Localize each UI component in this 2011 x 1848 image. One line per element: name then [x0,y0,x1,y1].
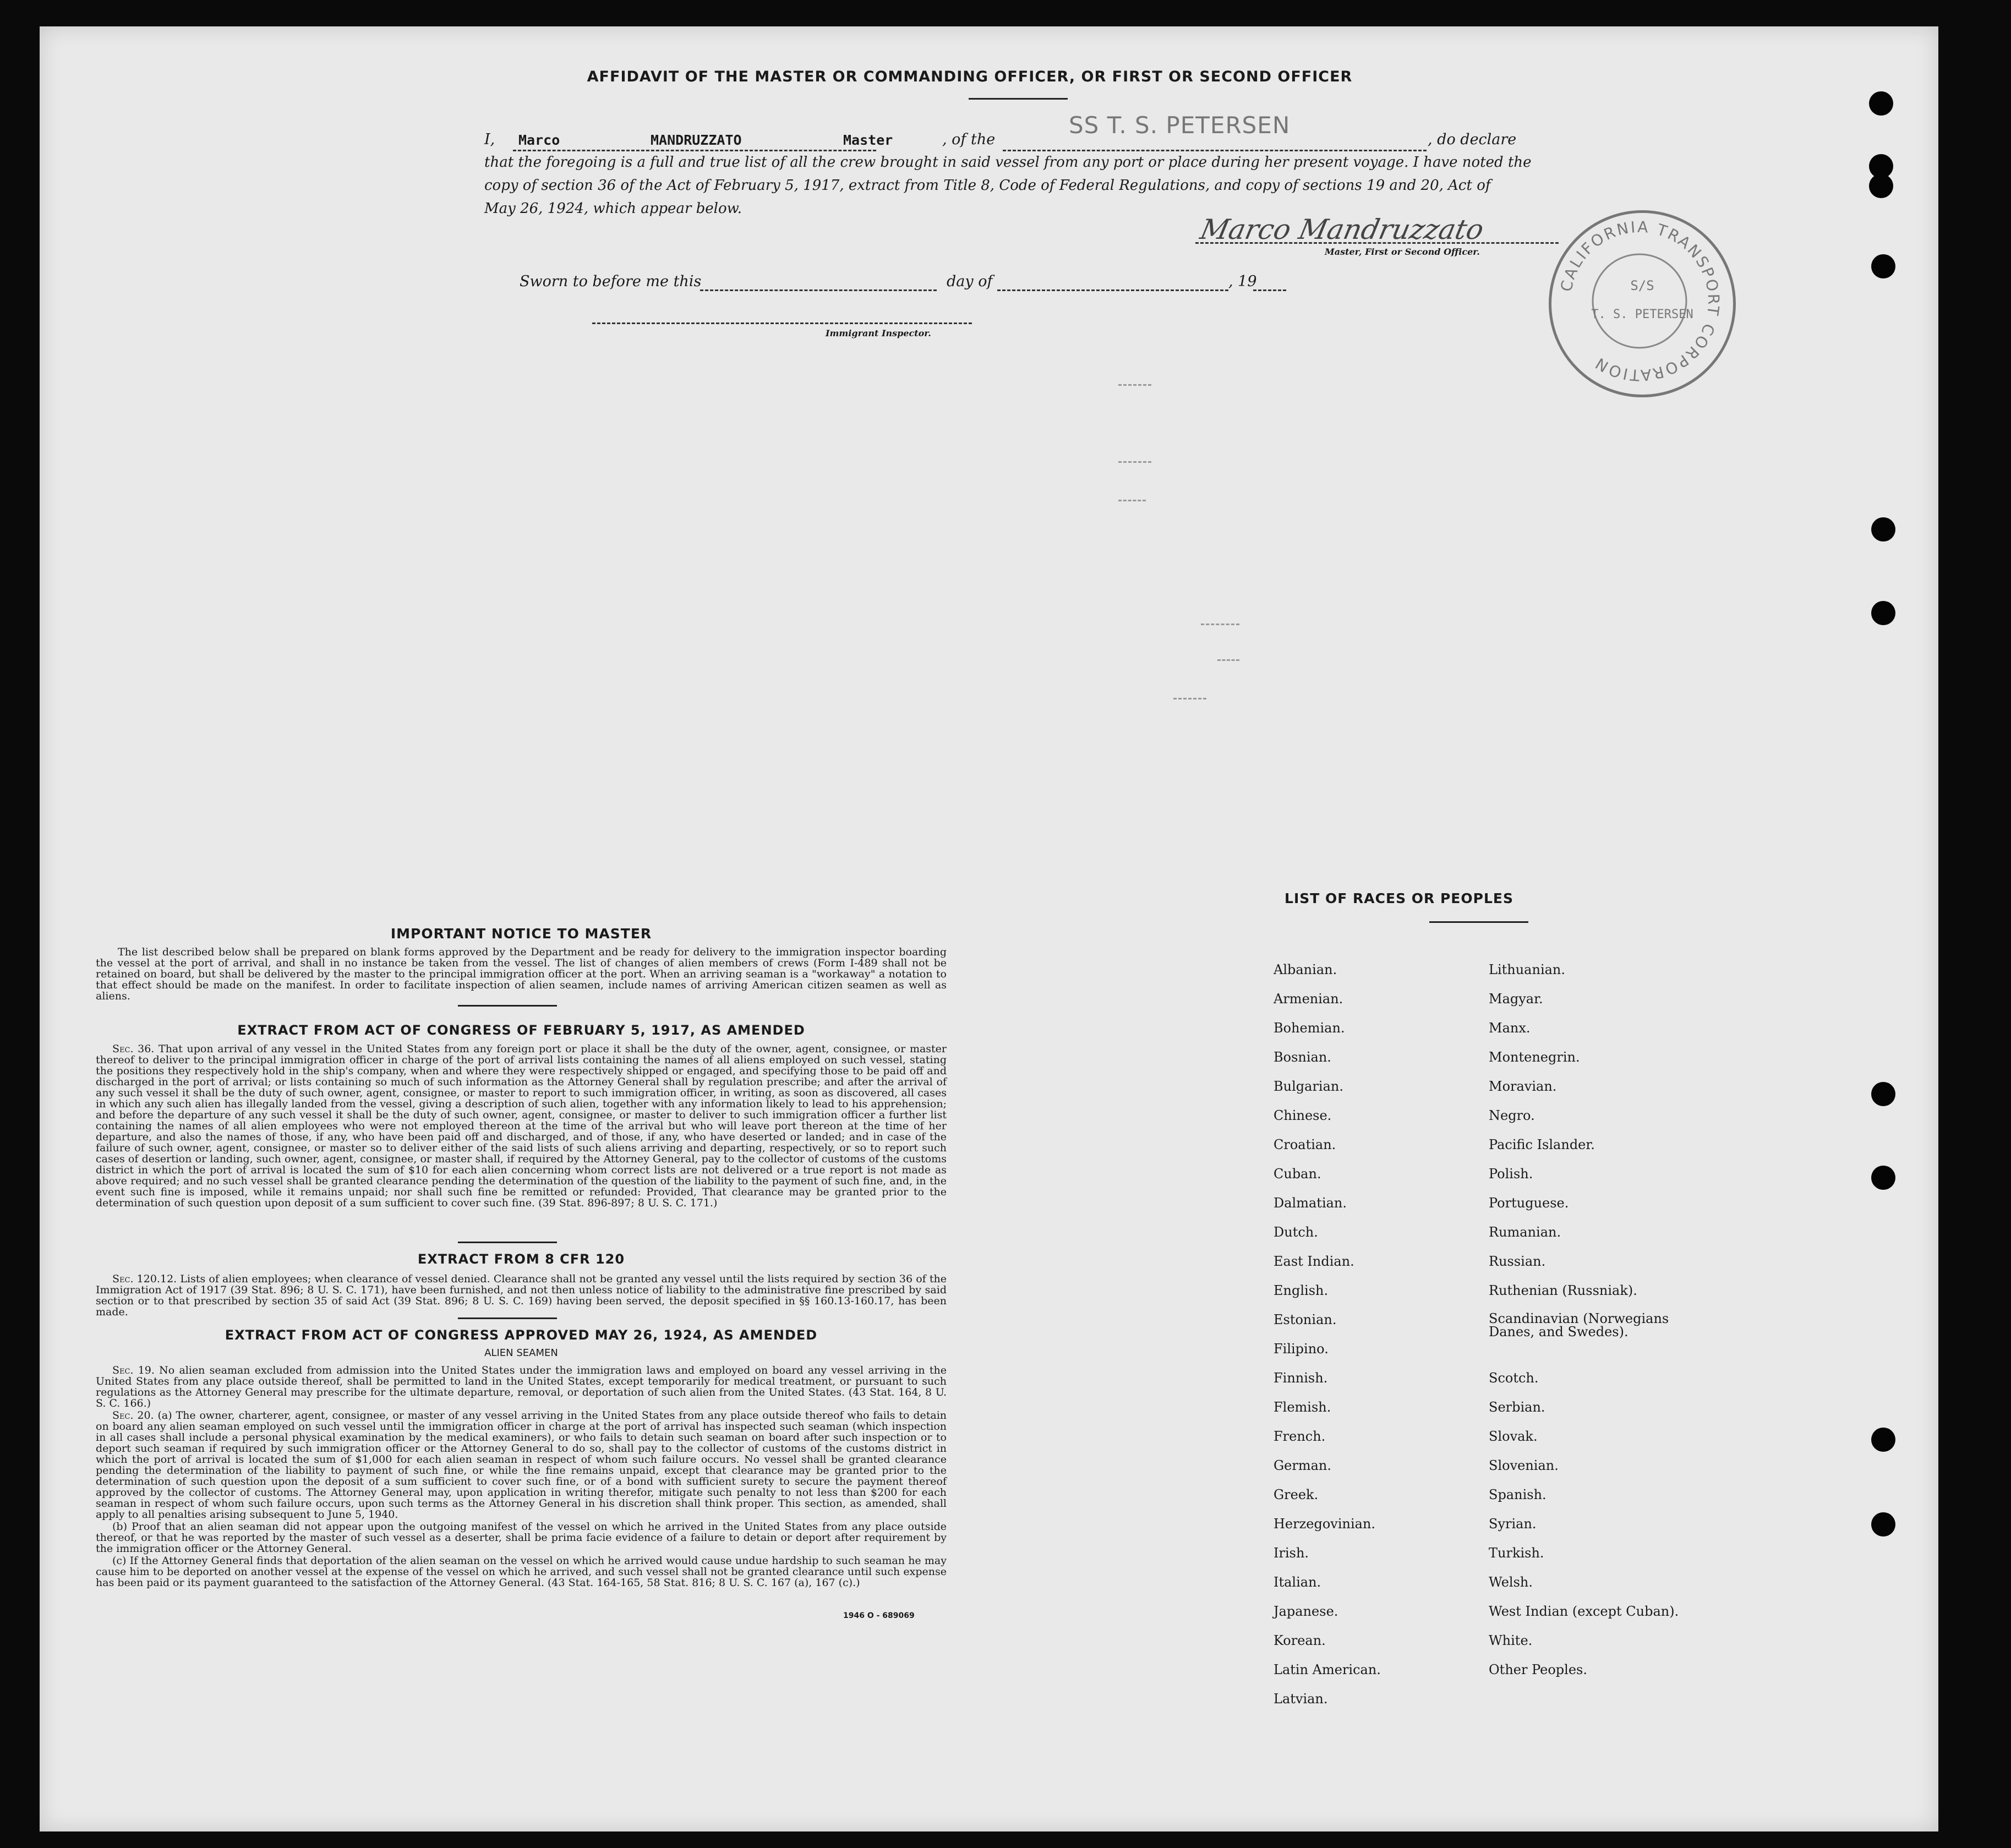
races-divider [1429,921,1528,923]
race-left-item: Greek. [1274,1487,1319,1502]
master-signature: Marco Mandruzzato [1197,214,1487,245]
race-left-item: Filipino. [1274,1341,1329,1357]
faint-mark [1118,461,1151,463]
race-left-item: Latvian. [1274,1691,1328,1707]
master-first-name: Marco [518,132,560,148]
stamp-ring-text: CALIFORNIA TRANSPORT CORPORATION [1557,217,1723,385]
notice-body: The list described below shall be prepared on blank forms approved by the Department and be ready for delivery to the immigration inspector boarding the vessel at the port of arrival, and shall in no instance be taken from the vessel. The list of changes of alien members of crews (Form I-489 shall not be retained on board, but shall be delivered by the master to the principal immigration officer at the port. When an arriving seaman is a "workaway" a notation to that effect should be made on the manifest. In order to facilitate inspection of alien seamen, include names of arriving American citizen seamen as well as aliens. [96,946,947,1002]
extract-cfr-divider [458,1317,557,1319]
race-left-item: Bohemian. [1274,1020,1345,1036]
affidavit-line-2: that the foregoing is a full and true list of all the crew brought in said vessel from any port or place during her present voyage. I have noted the [484,154,1532,171]
print-code: 1946 O - 689069 [843,1611,915,1620]
race-right-item: Ruthenian (Russniak). [1489,1283,1637,1298]
race-right-item: White. [1489,1633,1533,1648]
race-right-item: Scandinavian (Norwegians Danes, and Swedes). [1489,1311,1669,1339]
signature-caption: Master, First or Second Officer. [1325,247,1480,257]
year-dots [1253,289,1286,291]
faint-mark [1118,384,1151,386]
affidavit-lead: I, [484,131,495,148]
extract-1924-title: EXTRACT FROM ACT OF CONGRESS APPROVED MAY 26, 1924, AS AMENDED [225,1327,818,1343]
race-right-item: Slovenian. [1489,1458,1559,1473]
extract-cfr-title: EXTRACT FROM 8 CFR 120 [417,1251,625,1267]
race-left-item: Albanian. [1274,962,1337,977]
race-left-item: Bosnian. [1274,1049,1331,1065]
race-left-item: German. [1274,1458,1331,1473]
inspector-dots [592,322,972,324]
race-left-item: East Indian. [1274,1254,1354,1269]
race-left-item: English. [1274,1283,1329,1298]
race-left-item: Latin American. [1274,1662,1381,1677]
sec-120-label: Sec. 120.12. [112,1273,177,1285]
race-left-item: Italian. [1274,1574,1321,1590]
stamp-line-1: S/S [1630,278,1654,293]
race-left-item: Armenian. [1274,991,1343,1007]
sec-20a-text: (a) The owner, charterer, agent, consignee, or master of any vessel arriving in the United States from any place outside thereof who fails to detain on board any alien seaman employed on such vessel until the immigration officer in charge at the port of arrival has inspected such seaman (which inspection in all cases shall include a personal physical examination by the medical examiners), or who fails to detain such seaman on board after such inspection or to deport such seaman if required by such immigration officer or the Attorney General to do so, shall pay to the collector of customs of the customs district in which the port of arrival is located the sum of $1,000 for each alien seaman in respect of whom such failure occurs. No vessel shall be granted clearance pending the determination of the liability to payment of such fine, or while the fine remains unpaid, except that clearance may be granted prior to the determination of such question upon the deposit of a sum sufficient to cover such fine, or of a bond with sufficient surety to secure the payment thereof approved by the collector of customs. The Attorney General may, upon application in writing therefor, mitigate such penalty to not less than $200 for each seaman in respect of whom such failure occurs, upon such terms as the Attorney General in his discretion shall think proper. This section, as amended, shall apply to all penalties arising subsequent to June 5, 1940. [96,1409,947,1521]
binder-hole [1871,1166,1895,1190]
race-right-item: Syrian. [1489,1516,1537,1532]
document-page [40,26,1938,1831]
sec-20c-text: (c) If the Attorney General finds that deportation of the alien seaman on the vessel on which he arrived would cause undue hardship to such seaman he may cause him to be deported on another vessel at the expense of the vessel on which he arrived, and such vessel shall not be granted clearance until such expense has been paid or its payment guaranteed to the satisfaction of the Attorney General. (43 Stat. 164-165, 58 Stat. 816; 8 U. S. C. 167 (a), 167 (c).) [96,1555,947,1589]
binder-hole [1871,601,1895,625]
notice-title: IMPORTANT NOTICE TO MASTER [390,926,652,942]
race-right-item: Welsh. [1489,1574,1533,1590]
race-right-item: Lithuanian. [1489,962,1566,977]
faint-mark [1217,659,1239,661]
binder-hole [1871,1428,1895,1452]
page-title: AFFIDAVIT OF THE MASTER OR COMMANDING OFFICER, OR FIRST OR SECOND OFFICER [587,68,1353,85]
name-dots [513,150,876,151]
binder-hole [1871,1512,1895,1537]
svg-text:CALIFORNIA TRANSPORT CORPORATI [1557,218,1723,385]
race-left-item: Herzegovinian. [1274,1516,1376,1532]
binder-hole [1871,517,1895,542]
stamp-line-2: T. S. PETERSEN [1591,308,1693,321]
race-right-item: Scotch. [1489,1370,1539,1386]
race-left-item: Finnish. [1274,1370,1328,1386]
race-right-item: Rumanian. [1489,1224,1561,1240]
signature-dots [1195,242,1559,244]
race-right-item: Manx. [1489,1020,1531,1036]
extract-1924-body [96,1365,947,1589]
race-right-item: Polish. [1489,1166,1533,1182]
do-declare-label: , do declare [1428,131,1517,148]
race-right-item: Moravian. [1489,1079,1557,1094]
sworn-dots [700,289,937,291]
race-right-item: Montenegrin. [1489,1049,1580,1065]
races-title: LIST OF RACES OR PEOPLES [1285,890,1513,906]
race-right-item: Spanish. [1489,1487,1546,1502]
extract-1917-divider [458,1242,557,1243]
race-right-item: Pacific Islander. [1489,1137,1595,1152]
extract-1917-body [96,1043,947,1210]
extract-1917-title: EXTRACT FROM ACT OF CONGRESS OF FEBRUARY 5, 1917, AS AMENDED [237,1023,805,1038]
race-right-item: West Indian (except Cuban). [1489,1604,1679,1619]
race-right-item: Turkish. [1489,1545,1544,1561]
faint-mark [1201,624,1239,625]
stamp-ring-icon [1549,210,1730,392]
faint-mark [1118,500,1146,501]
of-the-label: , of the [942,131,996,148]
race-left-item: Cuban. [1274,1166,1321,1182]
race-left-item: Flemish. [1274,1399,1331,1415]
inspector-caption: Immigrant Inspector. [826,328,931,338]
race-left-item: Croatian. [1274,1137,1336,1152]
sec-120-text: Lists of alien employees; when clearance of vessel denied. Clearance shall not be granted any vessel until the lists required by section 36 of the Immigration Act of 1917 (39 Stat. 896; 8 U. S. C. 171), have been furnished, and not then unless notice of liability to the administrative fine prescribed by said section or to that prescribed by section 35 of said Act (39 Stat. 896; 8 U. S. C. 169) having been served, the deposit specified in §§ 160.13-160.17, has been made. [96,1273,947,1318]
race-right-item: Negro. [1489,1108,1535,1123]
affidavit-line-3: copy of section 36 of the Act of February 5, 1917, extract from Title 8, Code of Federal Regulations, and copy of sections 19 and 20, Act of [484,177,1491,194]
sec-36-label: Sec. 36. [112,1043,155,1055]
race-left-item: Estonian. [1274,1312,1337,1327]
race-right-item: Other Peoples. [1489,1662,1587,1677]
sworn-label: Sworn to before me this [520,273,702,290]
sec-20-label: Sec. 20. [112,1409,154,1421]
master-rank: Master [843,132,893,148]
binder-hole [1869,91,1893,116]
race-left-item: Bulgarian. [1274,1079,1343,1094]
notice-divider [458,1005,557,1007]
race-right-item: Portuguese. [1489,1195,1569,1211]
faint-mark [1173,698,1206,699]
binder-hole [1869,174,1893,198]
affidavit-line-4: May 26, 1924, which appear below. [484,200,742,217]
race-right-item: Russian. [1489,1254,1546,1269]
race-left-item: Korean. [1274,1633,1326,1648]
race-left-item: Dutch. [1274,1224,1318,1240]
race-left-item: Chinese. [1274,1108,1332,1123]
sec-36-text: That upon arrival of any vessel in the United States from any foreign port or place it shall be the duty of the owner, agent, consignee, or master thereof to deliver to the principal immigration officer in charge of the port of arrival lists containing the names of all aliens employed on such vessel, stating the positions they respectively hold in the ship's company, when and where they were respectively shipped or engaged, and specifying those to be paid off and discharged in the port of arrival; or lists containing so much of such information as the Attorney General shall by regulation prescribe; and after the arrival of any such vessel it shall be the duty of such owner, agent, consignee, or master to report to such immigration officer, in writing, as soon as discovered, all cases in which any such alien has illegally landed from the vessel, giving a description of such alien, together with any information likely to lead to his apprehension; and before the departure of any such vessel it shall be the duty of such owner, agent, consignee, or master to deliver to such immigration officer a further list containing the names of all alien employees who were not employed thereon at the time of the arrival but who will leave port thereon at the time of her departure, and also the names of those, if any, who have been paid off and discharged, and of those, if any, who have deserted or landed; and in case of the failure of such owner, agent, consignee, or master so to deliver either of the said lists of such aliens arriving and departing, respectively, or so to report such cases of desertion or landing, such owner, agent, consignee, or master shall, if required by the Attorney General, pay to the collector of customs of the customs district in which the port of arrival is located the sum of $10 for each alien concerning whom correct lists are not delivered or a true report is not made as above required; and no such vessel shall be granted clearance pending the determination of the question of the liability to the payment of such fine, and, in the event such fine is imposed, while it remains unpaid; nor shall such fine be remitted or refunded: Provided, That clearance may be granted prior to the determination of such question upon deposit of a sum sufficient to cover such fine. (39 Stat. 896-897; 8 U. S. C. 171.) [96,1043,947,1209]
vessel-dots [1003,150,1427,151]
extract-1924-subtitle: ALIEN SEAMEN [484,1347,558,1359]
title-divider [969,98,1068,100]
sec-19-label: Sec. 19. [112,1364,155,1376]
race-right-item: Serbian. [1489,1399,1545,1415]
binder-hole [1871,1082,1895,1106]
master-last-name: MANDRUZZATO [651,132,742,148]
binder-hole [1871,254,1895,278]
race-right-item: Slovak. [1489,1429,1538,1444]
race-left-item: Dalmatian. [1274,1195,1347,1211]
sec-20b-text: (b) Proof that an alien seaman did not appear upon the outgoing manifest of the vessel on which he arrived in the United States from any place outside thereof, or that he was reported by the master of such vessel as a deserter, shall be prima facie evidence of a failure to detain or deport after requirement by the immigration officer or the Attorney General. [96,1521,947,1555]
race-left-item: Japanese. [1274,1604,1338,1619]
sec-19-text: No alien seaman excluded from admission into the United States under the immigration laws and employed on board any vessel arriving in the United States from any place outside thereof, shall be permitted to land in the United States, except temporarily for medical treatment, or pursuant to such regulations as the Attorney General may prescribe for the ultimate departure, removal, or deportation of such alien from the United States. (43 Stat. 164, 8 U. S. C. 166.) [96,1364,947,1409]
year-label: , 19 [1228,273,1257,290]
race-right-item: Magyar. [1489,991,1543,1007]
vessel-name-stamp: SS T. S. PETERSEN [1069,112,1291,139]
extract-cfr-body [96,1273,947,1319]
race-left-item: Irish. [1274,1545,1309,1561]
day-dots [997,289,1228,291]
day-of-label: day of [947,273,993,290]
corporation-stamp [1549,210,1736,397]
race-left-item: French. [1274,1429,1326,1444]
